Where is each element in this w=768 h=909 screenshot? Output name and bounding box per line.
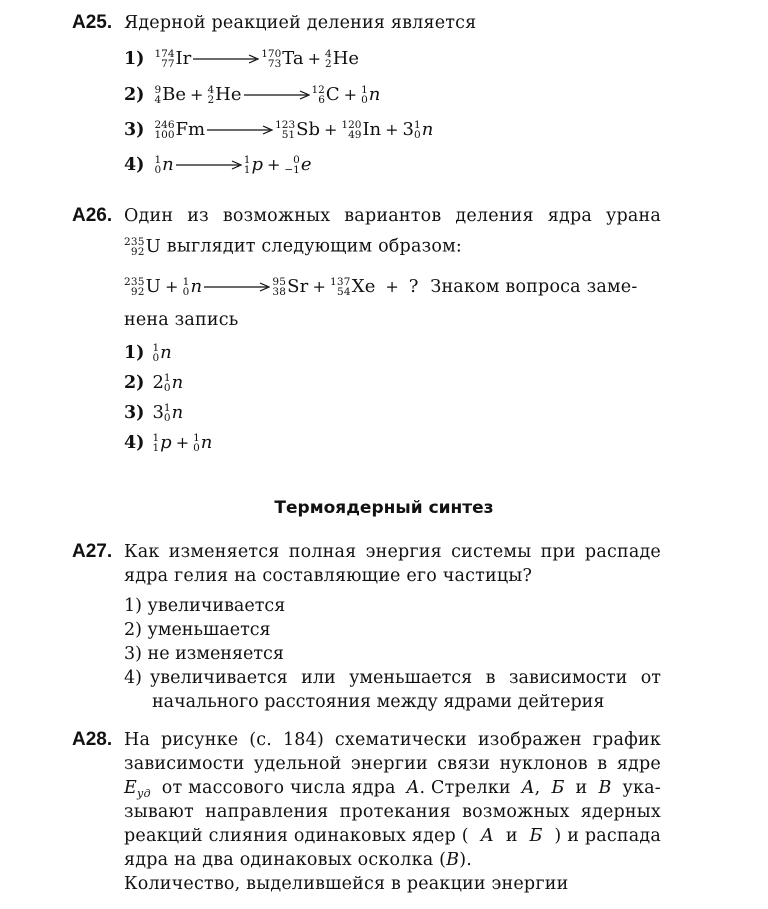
section-title: Термоядерный синтез [274, 498, 494, 518]
mass-number: 137 [330, 275, 351, 288]
isotope-numbers [193, 433, 200, 453]
isotope-numbers [207, 85, 214, 105]
nuclide [284, 154, 311, 175]
arrow-label-v: В [598, 778, 612, 798]
element-symbol: In [362, 119, 382, 140]
mass-number: 1 [182, 275, 190, 288]
isotope-numbers [330, 277, 351, 297]
text-fragment: ) и распада [554, 826, 661, 846]
element-symbol: p [251, 154, 263, 175]
option-label: 3) [124, 402, 145, 423]
option-label: 2) [124, 84, 145, 105]
atomic-number: 0 [154, 163, 162, 176]
coefficient: 3 [152, 402, 164, 423]
atomic-number: 0 [414, 128, 421, 141]
question-text-a28-line7: Количество, выделившейся в реакции энергии [124, 874, 569, 894]
question-text-a27-line1: Как изменяется полная энергия системы при распаде [124, 542, 661, 562]
plus-sign: + [343, 85, 358, 104]
option-label: 1) [124, 596, 142, 616]
element-symbol: n [160, 342, 172, 363]
nuclide [154, 84, 186, 105]
mass-number: 235 [124, 235, 145, 248]
text-fragment: от массового числа ядра [161, 778, 396, 798]
element-symbol: e [300, 154, 312, 175]
plus-sign: + [190, 85, 204, 104]
mass-number: 4 [325, 47, 332, 60]
text-fragment: и [505, 826, 518, 846]
nuclide [275, 119, 320, 140]
atomic-number: −1 [284, 163, 300, 176]
isotope-numbers [275, 120, 295, 140]
question-equation-a26 [124, 276, 637, 297]
mass-number: 1 [243, 153, 251, 166]
option-a27-4-cont: начального расстояния между ядрами дейтерия [152, 692, 605, 712]
plus-sign: + [307, 49, 322, 68]
mass-number: 9 [154, 83, 162, 96]
nuclide [193, 432, 212, 453]
arrow-label-b: Б [551, 778, 565, 798]
mass-number: 123 [275, 118, 296, 131]
atomic-number: 51 [281, 128, 296, 141]
mass-number: 1 [152, 341, 160, 354]
uranium-nuclide [124, 236, 161, 256]
reaction-arrow-icon [193, 54, 259, 64]
isotope-numbers [341, 120, 361, 140]
text-fragment: реакций слияния одинаковых ядер ( [124, 826, 469, 846]
question-number-a25: А25. [72, 12, 113, 33]
option-a27-1[interactable] [124, 596, 285, 616]
nuclide [261, 48, 303, 69]
element-symbol: Be [162, 84, 187, 105]
atomic-number: 0 [152, 351, 160, 364]
reaction-arrow-icon [176, 160, 242, 170]
element-symbol: He [332, 48, 360, 69]
nuclide [207, 84, 241, 105]
isotope-numbers [152, 343, 159, 363]
energy-subscript: уд [136, 787, 151, 800]
element-symbol: n [171, 402, 184, 423]
question-text-a28-line4: зывают направления протекания возможных ядерных [124, 802, 661, 822]
atomic-number: 92 [130, 285, 145, 298]
element-symbol: U [145, 236, 162, 257]
option-label: 2) [124, 620, 142, 640]
question-text-a26-line3: Знаком вопроса заме- [430, 276, 638, 297]
question-text-a28-line5 [124, 826, 661, 846]
mass-number: 1 [163, 401, 171, 414]
unknown-mark: ? [408, 276, 419, 297]
element-symbol: n [200, 432, 213, 453]
element-symbol: n [368, 84, 381, 105]
element-symbol: n [162, 154, 174, 175]
option-a26-3[interactable] [124, 402, 183, 423]
atomic-number: 4 [154, 93, 162, 106]
option-label: 1) [124, 48, 145, 69]
option-label: 4) [124, 432, 145, 453]
isotope-numbers [284, 155, 299, 175]
energy-symbol: E [124, 778, 137, 798]
atomic-number: 0 [361, 93, 368, 106]
plus-sign: + [175, 433, 190, 452]
mass-number: 12 [311, 83, 325, 96]
nuclide [330, 276, 376, 297]
text-fragment: . Стрелки [419, 778, 511, 798]
atomic-number: 2 [325, 57, 332, 70]
option-text: увеличивается [147, 596, 286, 616]
nuclide [152, 432, 171, 453]
element-symbol: Sr [287, 276, 309, 297]
option-a26-2[interactable] [124, 372, 183, 393]
option-text: уменьшается [147, 620, 271, 640]
question-text-a26-line4: нена запись [124, 310, 239, 330]
mass-number: 174 [154, 47, 175, 60]
atomic-number: 54 [336, 285, 351, 298]
label-v: В [446, 850, 460, 870]
mass-number: 1 [193, 431, 200, 444]
coefficient: 3 [402, 119, 414, 140]
isotope-numbers [414, 120, 421, 140]
question-text-a28-line2: зависимости удельной энергии связи нуклонов в ядре [124, 754, 661, 774]
mass-number: 1 [414, 118, 421, 131]
label-a: А [480, 826, 495, 846]
question-text-a27-line2: ядра гелия на составляющие его частицы? [124, 566, 533, 586]
plus-sign: + [266, 155, 281, 174]
option-a25-4[interactable] [124, 154, 312, 175]
option-label: 1) [124, 342, 145, 363]
element-symbol: He [215, 84, 242, 105]
nuclide [244, 154, 263, 175]
text-fragment: ука- [622, 778, 661, 798]
atomic-number: 49 [348, 128, 362, 141]
option-a26-1[interactable] [124, 342, 172, 363]
nuclide [154, 119, 205, 140]
fission-equation [124, 276, 376, 296]
option-a27-3[interactable] [124, 644, 284, 664]
option-text: не изменяется [147, 644, 284, 664]
question-number-a28: А28. [72, 729, 113, 750]
option-label: 3) [124, 644, 142, 664]
isotope-numbers [272, 277, 286, 297]
question-number-a26: А26. [72, 205, 113, 226]
nuclide [154, 154, 173, 175]
plus-sign: + [323, 120, 338, 139]
isotope-numbers [154, 49, 174, 69]
text-fragment: ). [459, 850, 473, 870]
nuclide [124, 236, 161, 257]
isotope-numbers [154, 120, 174, 140]
reaction-arrow-icon [204, 282, 270, 292]
atomic-number: 77 [161, 57, 175, 70]
mass-number: 120 [341, 118, 362, 131]
plus-sign: + [385, 277, 399, 296]
option-a25-1[interactable] [124, 48, 359, 69]
atomic-number: 0 [163, 381, 171, 394]
mass-number: 170 [261, 47, 282, 60]
question-text-a28-line6 [124, 850, 472, 870]
coefficient: 2 [152, 372, 164, 393]
isotope-numbers [154, 85, 161, 105]
nuclide [152, 402, 183, 423]
text-fragment: ядра на два одинаковых осколка ( [124, 850, 447, 870]
atomic-number: 0 [182, 285, 190, 298]
text-fragment: и [575, 778, 588, 798]
element-symbol: p [160, 432, 172, 453]
mass-number: 4 [207, 83, 215, 96]
plus-sign: + [165, 277, 179, 296]
atomic-number: 1 [243, 163, 251, 176]
nuclide [312, 84, 340, 105]
isotope-numbers [244, 155, 251, 175]
option-label: 4) [124, 154, 145, 175]
arrow-label-a: A [521, 778, 535, 798]
plus-sign: + [312, 277, 327, 296]
atomic-number: 1 [152, 441, 160, 454]
element-symbol: n [171, 372, 184, 393]
element-symbol: Ir [175, 48, 192, 69]
nuclide [272, 276, 308, 297]
reaction-arrow-icon [244, 90, 310, 100]
mass-number: 1 [361, 83, 368, 96]
element-symbol: Sb [296, 119, 320, 140]
atomic-number: 6 [318, 93, 325, 106]
option-label: 3) [124, 119, 145, 140]
atomic-number: 38 [272, 285, 287, 298]
element-symbol: n [421, 119, 434, 140]
isotope-numbers [154, 155, 161, 175]
isotope-numbers [152, 433, 159, 453]
option-a25-2[interactable] [124, 84, 380, 105]
question-text-a25: Ядерной реакцией деления является [124, 13, 477, 33]
nuclide [361, 84, 380, 105]
option-a25-3[interactable] [124, 119, 433, 140]
atomic-number: 0 [163, 411, 171, 424]
mass-number: 95 [272, 275, 287, 288]
mass-number: 246 [154, 118, 175, 131]
isotope-numbers [164, 373, 171, 393]
element-symbol: C [325, 84, 340, 105]
atomic-number: 2 [207, 93, 215, 106]
nuclide [152, 372, 183, 393]
atomic-number: 92 [130, 245, 145, 258]
mass-number-symbol: A [406, 778, 420, 798]
question-number-a27: А27. [72, 541, 113, 562]
element-symbol: Xe [351, 276, 376, 297]
label-b: Б [529, 826, 543, 846]
option-a26-4[interactable] [124, 432, 212, 453]
mass-number: 1 [163, 371, 171, 384]
mass-number: 1 [152, 431, 160, 444]
isotope-numbers [361, 85, 368, 105]
option-label: 2) [124, 372, 145, 393]
nuclide [154, 48, 191, 69]
option-text: увеличивается или уменьшается в зависимости от [149, 668, 661, 688]
isotope-numbers [124, 277, 145, 297]
nuclide [403, 119, 434, 140]
atomic-number: 100 [154, 128, 175, 141]
nuclide [152, 342, 171, 363]
isotope-numbers [183, 277, 190, 297]
element-symbol: Fm [175, 119, 206, 140]
question-text-a26-line2 [124, 236, 462, 257]
plus-sign: + [385, 120, 399, 139]
option-a27-2[interactable] [124, 620, 271, 640]
element-symbol: Ta [282, 48, 304, 69]
isotope-numbers [164, 403, 171, 423]
nuclide [325, 48, 359, 69]
isotope-numbers [124, 237, 145, 257]
nuclide [341, 119, 381, 140]
question-text-a28-line1: На рисунке (с. 184) схематически изображен график [124, 730, 661, 750]
mass-number: 0 [293, 153, 300, 166]
question-text-a26-line2-text: выглядит следующим образом: [166, 236, 462, 257]
isotope-numbers [325, 49, 332, 69]
atomic-number: 0 [193, 441, 200, 454]
question-text-a26-line1: Один из возможных вариантов деления ядра урана [124, 206, 661, 226]
reaction-arrow-icon [207, 125, 273, 135]
element-symbol: U [145, 276, 162, 297]
mass-number: 1 [154, 153, 162, 166]
question-text-a28-line3: $E_{уд}$ от массового числа ядра A. Стрелки A, Б и В ука- [124, 778, 661, 800]
isotope-numbers [261, 49, 281, 69]
option-a27-4[interactable] [124, 668, 661, 688]
element-symbol: n [190, 276, 203, 297]
atomic-number: 73 [267, 57, 282, 70]
option-label: 4) [124, 668, 142, 688]
nuclide [124, 276, 161, 297]
mass-number: 235 [124, 275, 145, 288]
nuclide [183, 276, 203, 297]
isotope-numbers [312, 85, 325, 105]
